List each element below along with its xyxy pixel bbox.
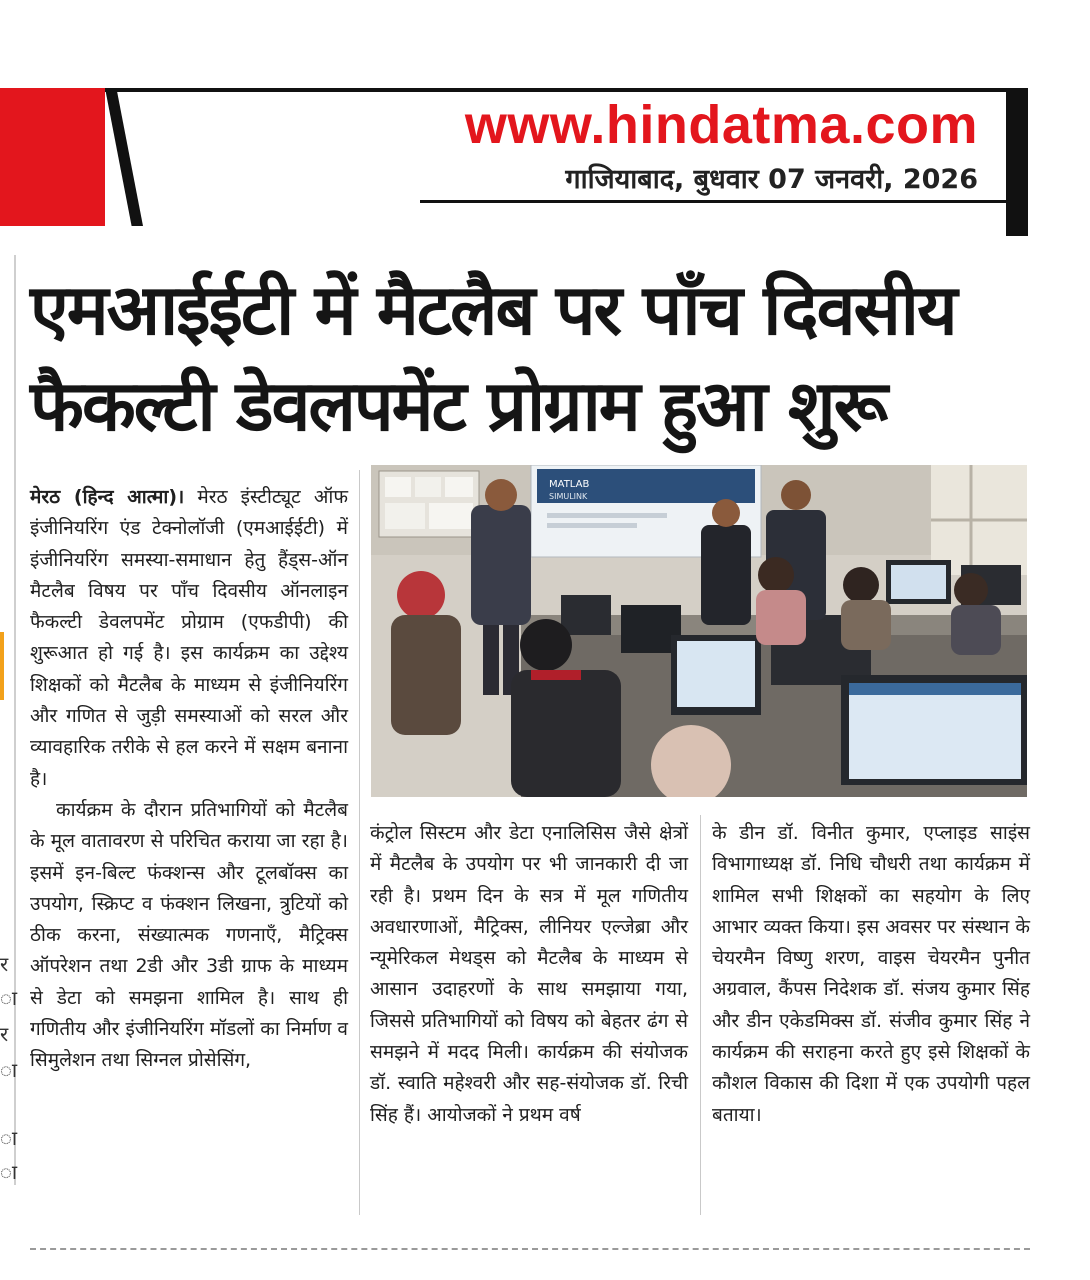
left-edge-rule: [14, 255, 16, 1185]
edge-fragment: र: [0, 952, 9, 976]
headline-line-2: फैकल्टी डेवलपमेंट प्रोग्राम हुआ शुरू: [30, 365, 886, 447]
column-divider: [359, 470, 360, 1215]
edge-fragment: ा: [0, 1058, 18, 1082]
dateline: गाजियाबाद, बुधवार 07 जनवरी, 2026: [565, 164, 978, 195]
article-column-1: [30, 482, 348, 1077]
masthead-right-bar: [1006, 88, 1028, 236]
site-url[interactable]: www.hindatma.com: [464, 95, 978, 155]
article-text: मेरठ इंस्टीट्यूट ऑफ इंजीनियरिंग एंड टेक्नोलॉजी (एमआईईटी) में इंजीनियरिंग समस्या-समाधान हेतु हैंड्स-ऑन मैटलैब विषय पर पाँच दिवसीय ऑनलाइन फैकल्टी डेवलपमेंट प्रोग्राम (एफडीपी) की शुरूआत हो गई है। इस कार्यक्रम का उद्देश्य शिक्षकों को मैटलैब के माध्यम से इंजीनियरिंग और गणित से जुड़ी समस्याओं को सरल और व्यावहारिक तरीके से हल करने में सक्षम बनाना है।: [30, 486, 348, 790]
edge-fragment: ा: [0, 1126, 18, 1150]
masthead: [420, 92, 1006, 202]
left-edge-orange-mark: [0, 632, 4, 700]
article-paragraph: कंट्रोल सिस्टम और डेटा एनालिसिस जैसे क्षेत्रों में मैटलैब के उपयोग पर भी जानकारी दी जा रही है। प्रथम दिन के सत्र में मूल गणितीय अवधारणाओं, मैट्रिक्स, लीनियर एल्जेब्रा और न्यूमेरिकल मेथड्स को मैटलैब के माध्यम से आसान उदाहरणों के साथ समझाया गया, जिससे प्रतिभागियों को विषय को बेहतर ढंग से समझने में मदद मिली। कार्यक्रम की संयोजक डॉ. स्वाति महेश्वरी और सह-संयोजक डॉ. रिची सिंह हैं। आयोजकों ने प्रथम वर्ष: [370, 822, 688, 1126]
article-lead: मेरठ (हिन्द आत्मा)।: [30, 486, 185, 508]
headline-line-1: एमआईईटी में मैटलैब पर पाँच दिवसीय: [30, 269, 956, 351]
edge-fragment: र: [0, 1022, 9, 1046]
masthead-underline: [420, 200, 1006, 203]
screen-text-simulink: SIMULINK: [549, 492, 588, 501]
article-paragraph: के डीन डॉ. विनीत कुमार, एप्लाइड साइंस विभागाध्यक्ष डॉ. निधि चौधरी तथा कार्यक्रम में शामिल सभी शिक्षकों का सहयोग के लिए आभार व्यक्त किया। इस अवसर पर संस्थान के चेयरमैन विष्णु शरण, वाइस चेयरमैन पुनीत अग्रवाल, कैंपस निदेशक डॉ. संजय कुमार सिंह और डीन एकेडमिक्स डॉ. संजीव कुमार सिंह ने कार्यक्रम की सराहना करते हुए इसे शिक्षकों के कौशल विकास की दिशा में एक उपयोगी पहल बताया।: [712, 822, 1030, 1126]
edge-fragment: ा: [0, 1160, 18, 1184]
column-divider: [700, 815, 701, 1215]
article-column-2: [370, 818, 688, 1131]
headline: [30, 262, 1040, 454]
article-photo: [371, 465, 1027, 797]
masthead-red-block: [0, 88, 105, 226]
article-paragraph: कार्यक्रम के दौरान प्रतिभागियों को मैटलैब के मूल वातावरण से परिचित कराया जा रहा है। इसमें इन-बिल्ट फंक्शन्स और टूलबॉक्स का उपयोग, स्क्रिप्ट व फंक्शन लिखना, त्रुटियों को ठीक करना, संख्यात्मक गणनाएँ, मैट्रिक्स ऑपरेशन तथा 2डी और 3डी ग्राफ के माध्यम से डेटा को समझना शामिल है। साथ ही गणितीय और इंजीनियरिंग मॉडलों का निर्माण व सिमुलेशन तथा सिग्नल प्रोसेसिंग,: [30, 798, 348, 1072]
article-column-3: [712, 818, 1030, 1131]
article-paragraph: [30, 482, 348, 795]
edge-fragment: ा: [0, 986, 18, 1010]
bottom-dashed-rule: [30, 1248, 1030, 1250]
screen-text-matlab: MATLAB: [549, 479, 590, 490]
masthead-slant-stripe: [105, 88, 143, 226]
